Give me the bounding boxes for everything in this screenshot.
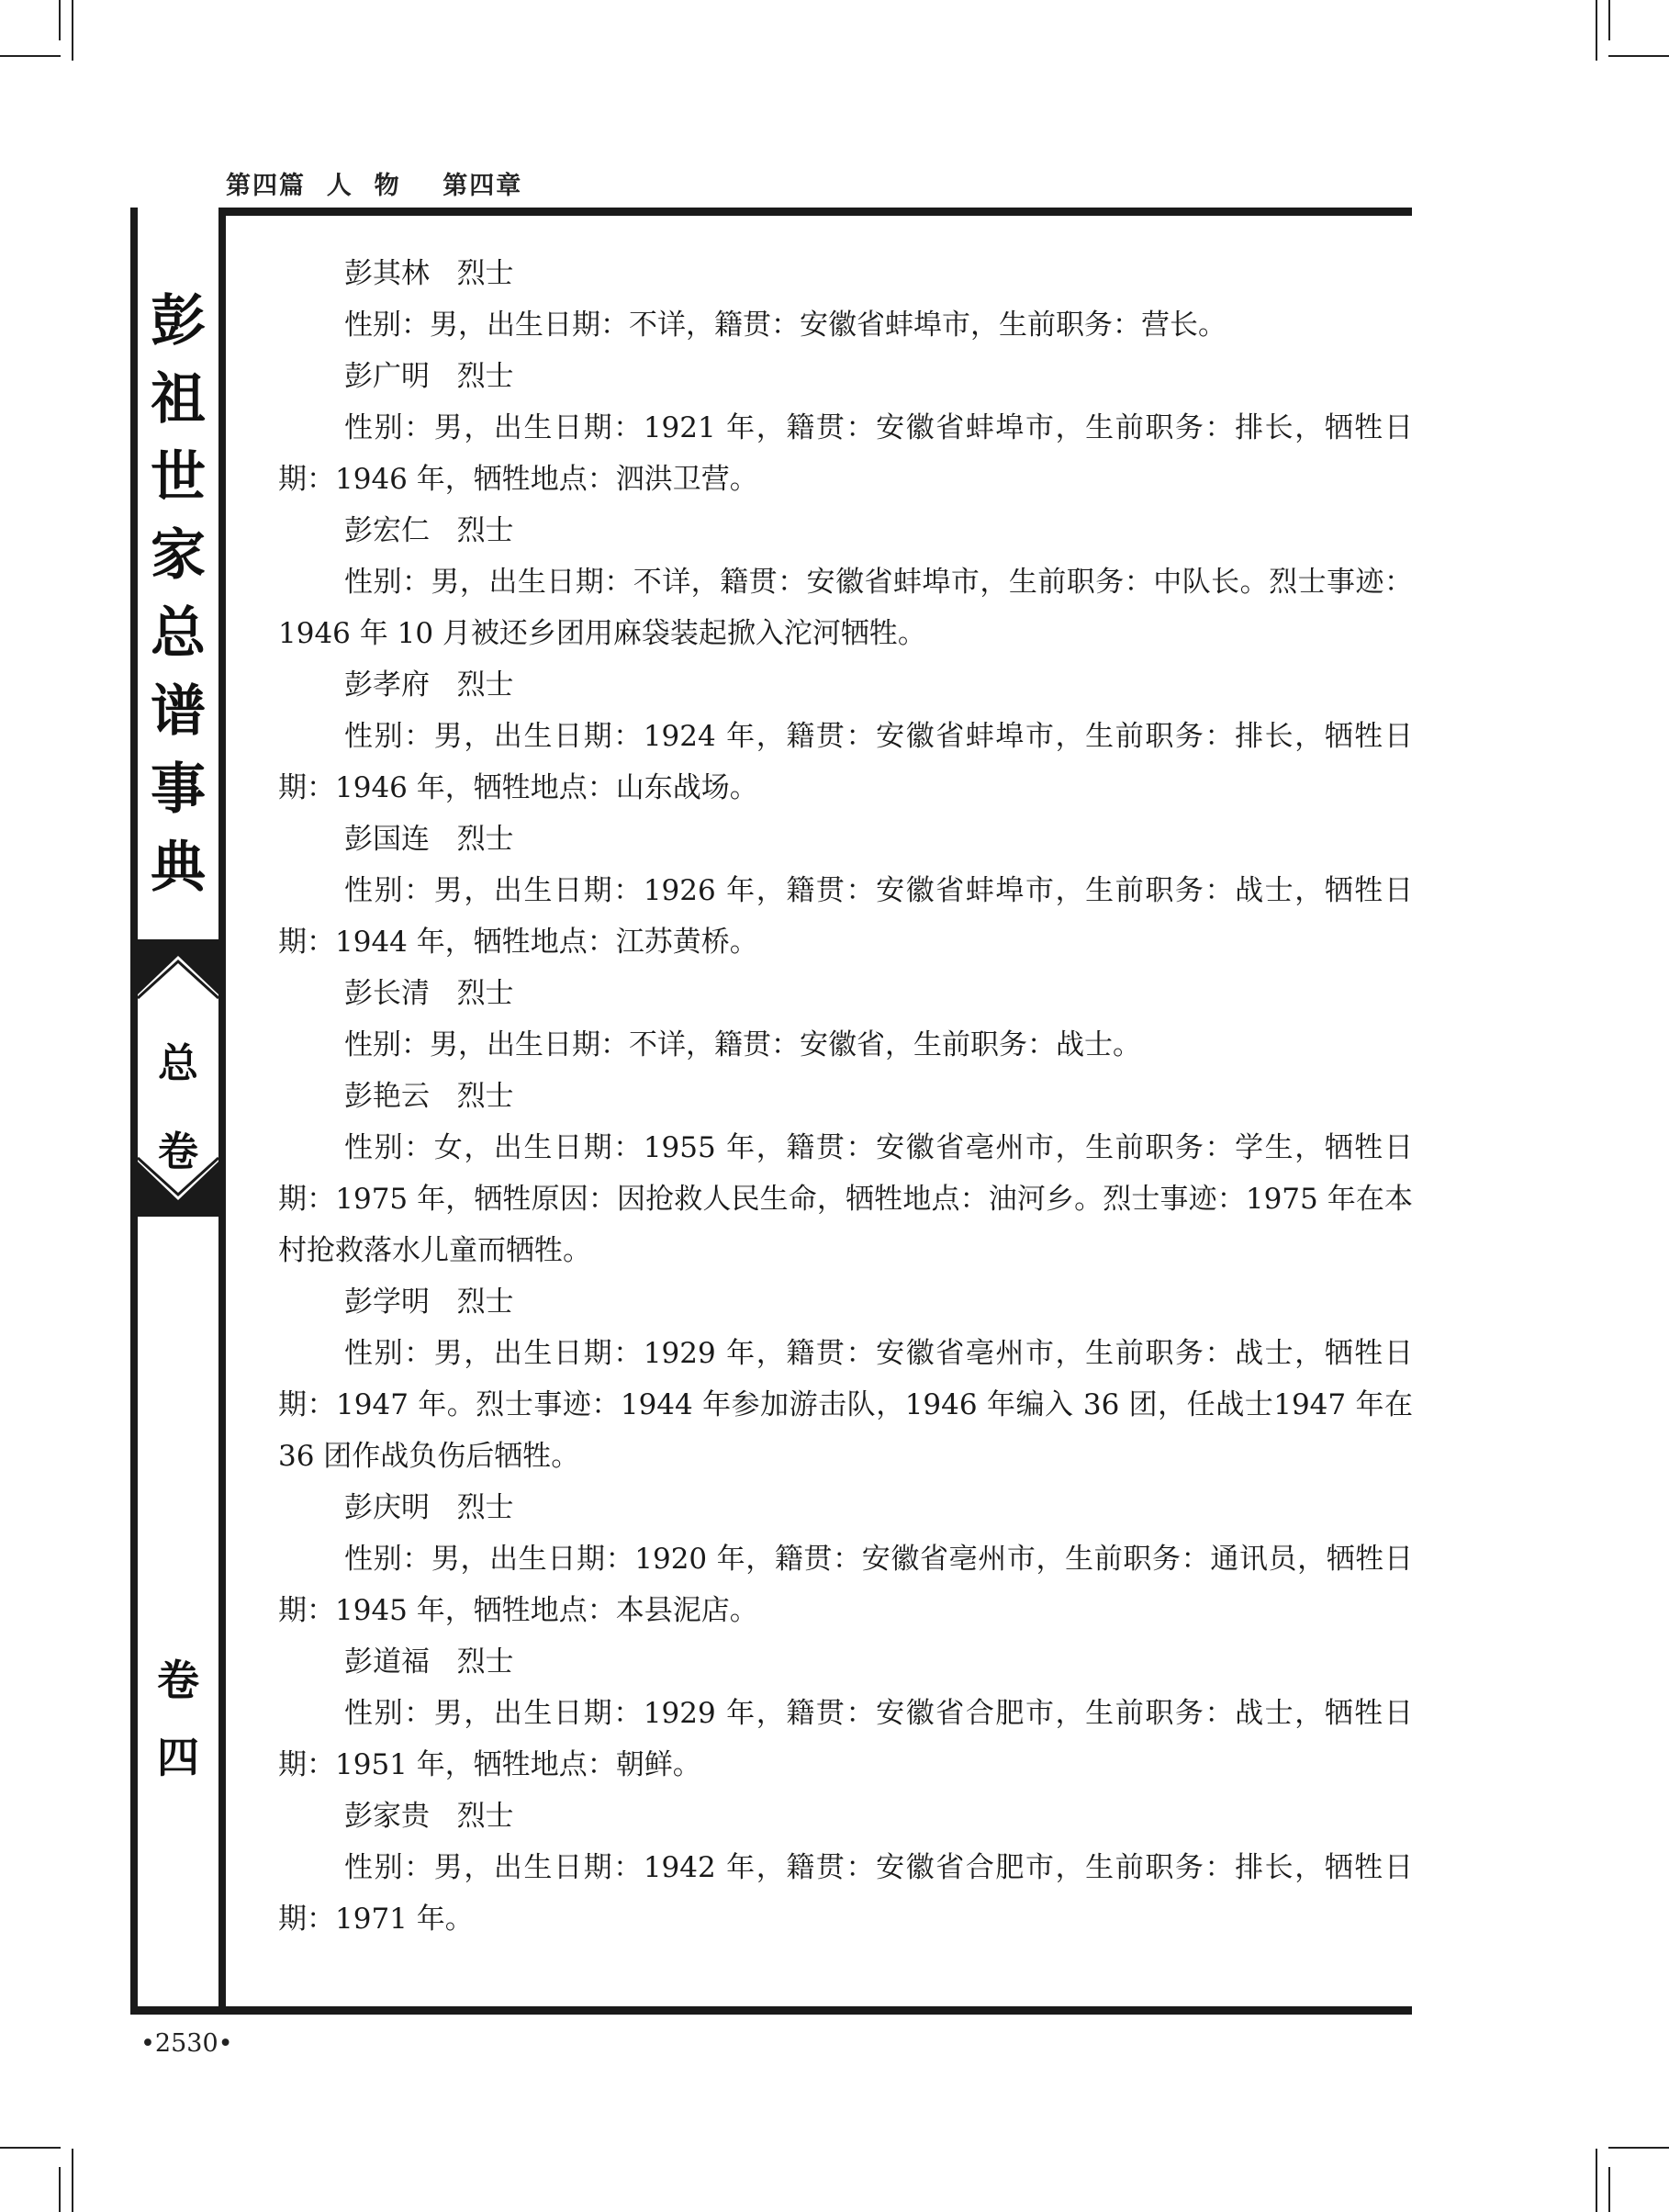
book-title-char: 祖 [151, 367, 206, 432]
volume-char: 总 [158, 1040, 198, 1087]
person-details: 性别：男，出生日期：1921 年，籍贯：安徽省蚌埠市，生前职务：排长，牺牲日期：1946 年，牺牲地点：泗洪卫营。 [278, 411, 1413, 496]
running-header: 第四篇 人 物 第四章 [226, 172, 523, 200]
page-number: •2530• [140, 2029, 233, 2058]
person-name: 彭庆明 [344, 1491, 430, 1524]
list-item [278, 505, 1413, 659]
person-title: 烈士 [456, 1080, 514, 1113]
book-title-char: 总 [151, 601, 206, 666]
list-item [278, 814, 1413, 968]
top-rule [130, 208, 1412, 216]
person-details: 性别：男，出生日期：1929 年，籍贯：安徽省亳州市，生前职务：战士，牺牲日期：1947 年。烈士事迹：1944 年参加游击队，1946 年编入 36 团，任战士1947 年在 36 团作战负伤后牺牲。 [278, 1337, 1413, 1473]
sidebar [130, 208, 226, 2015]
list-item [278, 248, 1413, 351]
list-item [278, 659, 1413, 814]
person-details: 性别：男，出生日期：不详，籍贯：安徽省蚌埠市，生前职务：营长。 [344, 309, 1227, 342]
person-title: 烈士 [456, 668, 514, 702]
person-title: 烈士 [456, 1800, 514, 1833]
person-name: 彭学明 [344, 1286, 430, 1319]
person-title: 烈士 [456, 360, 514, 393]
list-item [278, 1276, 1413, 1482]
volume-char: 卷 [158, 1128, 198, 1175]
person-details: 性别：男，出生日期：1942 年，籍贯：安徽省合肥市，生前职务：排长，牺牲日期：1971 年。 [278, 1851, 1413, 1936]
person-details: 性别：男，出生日期：1926 年，籍贯：安徽省蚌埠市，生前职务：战士，牺牲日期：1944 年，牺牲地点：江苏黄桥。 [278, 874, 1413, 959]
person-details: 性别：男，出生日期：不详，籍贯：安徽省蚌埠市，生前职务：中队长。烈士事迹：1946 年 10 月被还乡团用麻袋装起掀入沱河牺牲。 [278, 566, 1413, 650]
person-details: 性别：男，出生日期：不详，籍贯：安徽省，生前职务：战士。 [344, 1028, 1141, 1061]
list-item [278, 351, 1413, 505]
list-item [278, 1071, 1413, 1276]
book-title-char: 事 [151, 758, 206, 822]
book-title-char: 世 [151, 445, 206, 510]
person-title: 烈士 [456, 1491, 514, 1524]
book-title-char: 彭 [151, 289, 206, 354]
book-title [138, 283, 218, 907]
juan-char: 四 [157, 1733, 199, 1782]
list-item [278, 968, 1413, 1071]
juan-label [138, 1642, 218, 1796]
person-name: 彭孝府 [344, 668, 430, 702]
person-name: 彭其林 [344, 257, 430, 290]
juan-char: 卷 [157, 1656, 199, 1705]
person-title: 烈士 [456, 977, 514, 1010]
volume-emblem [138, 939, 218, 1217]
person-name: 彭国连 [344, 823, 430, 856]
person-title: 烈士 [456, 514, 514, 547]
list-item [278, 1791, 1413, 1945]
list-item [278, 1636, 1413, 1791]
person-title: 烈士 [456, 1286, 514, 1319]
person-title: 烈士 [456, 257, 514, 290]
bottom-rule [130, 2006, 1412, 2015]
book-title-char: 家 [151, 523, 206, 588]
person-details: 性别：男，出生日期：1924 年，籍贯：安徽省蚌埠市，生前职务：排长，牺牲日期：1946 年，牺牲地点：山东战场。 [278, 720, 1413, 804]
person-name: 彭长清 [344, 977, 430, 1010]
list-item [278, 1482, 1413, 1636]
person-name: 彭家贵 [344, 1800, 430, 1833]
person-name: 彭艳云 [344, 1080, 430, 1113]
person-name: 彭广明 [344, 360, 430, 393]
person-details: 性别：男，出生日期：1920 年，籍贯：安徽省亳州市，生前职务：通讯员，牺牲日期：1945 年，牺牲地点：本县泥店。 [278, 1543, 1413, 1627]
book-title-char: 谱 [151, 679, 206, 744]
volume-label [138, 1020, 218, 1196]
person-name: 彭道福 [344, 1645, 430, 1679]
book-title-char: 典 [151, 836, 206, 900]
entry-list [278, 248, 1413, 1945]
person-name: 彭宏仁 [344, 514, 430, 547]
person-details: 性别：男，出生日期：1929 年，籍贯：安徽省合肥市，生前职务：战士，牺牲日期：1951 年，牺牲地点：朝鲜。 [278, 1697, 1413, 1781]
person-details: 性别：女，出生日期：1955 年，籍贯：安徽省亳州市，生前职务：学生，牺牲日期：1975 年，牺牲原因：因抢救人民生命，牺牲地点：油河乡。烈士事迹：1975 年在本村抢救落水儿童而牺牲。 [278, 1131, 1413, 1267]
person-title: 烈士 [456, 823, 514, 856]
person-title: 烈士 [456, 1645, 514, 1679]
